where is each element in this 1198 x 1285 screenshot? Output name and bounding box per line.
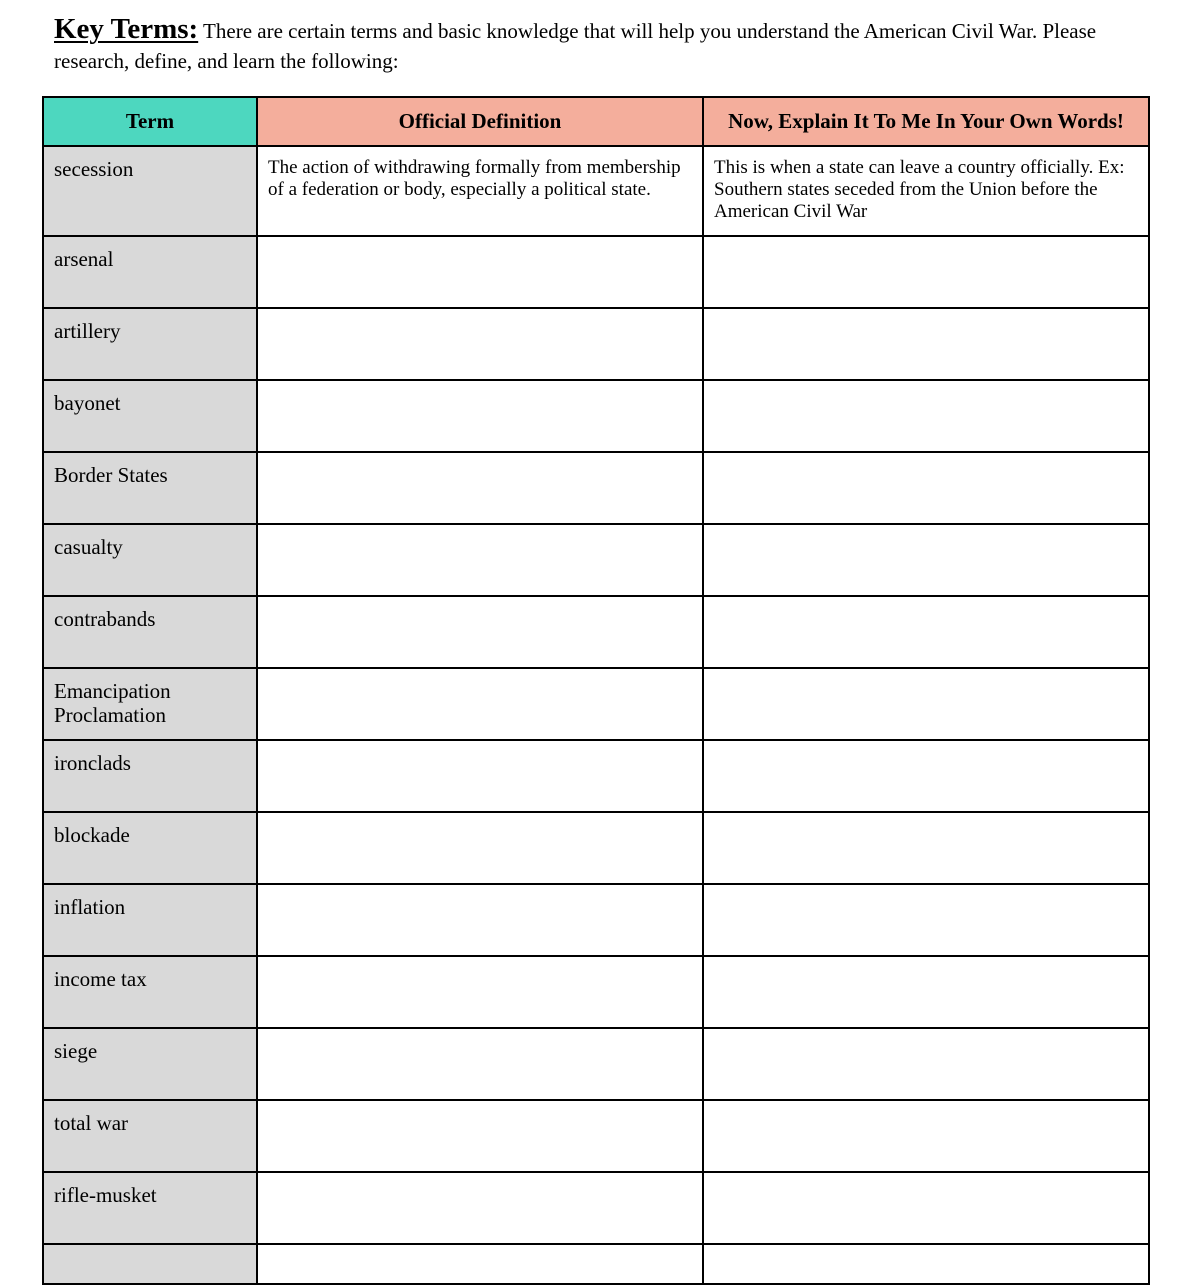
term-cell: secession (43, 146, 257, 236)
own-words-cell[interactable] (703, 884, 1149, 956)
term-cell: total war (43, 1100, 257, 1172)
own-words-cell[interactable] (703, 236, 1149, 308)
own-words-cell[interactable] (703, 308, 1149, 380)
term-cell: inflation (43, 884, 257, 956)
own-words-cell[interactable] (703, 956, 1149, 1028)
own-words-cell[interactable] (703, 740, 1149, 812)
table-row (43, 884, 1149, 956)
table-row (43, 524, 1149, 596)
table-row (43, 1172, 1149, 1244)
term-cell: blockade (43, 812, 257, 884)
definition-cell[interactable]: The action of withdrawing formally from membership of a federation or body, especially a political state. (257, 146, 703, 236)
table-row (43, 146, 1149, 236)
table-row (43, 308, 1149, 380)
table-row (43, 1244, 1149, 1284)
definition-cell[interactable] (257, 452, 703, 524)
own-words-cell[interactable]: This is when a state can leave a country officially. Ex: Southern states seceded from the Union before the American Civil War (703, 146, 1149, 236)
definition-cell[interactable] (257, 1028, 703, 1100)
definition-cell[interactable] (257, 956, 703, 1028)
term-cell: bayonet (43, 380, 257, 452)
own-words-cell[interactable] (703, 380, 1149, 452)
term-cell: ironclads (43, 740, 257, 812)
term-cell: Border States (43, 452, 257, 524)
table-row (43, 236, 1149, 308)
table-row (43, 1028, 1149, 1100)
table-row (43, 452, 1149, 524)
table-row (43, 956, 1149, 1028)
table-row (43, 812, 1149, 884)
own-words-cell[interactable] (703, 1100, 1149, 1172)
own-words-cell[interactable] (703, 668, 1149, 740)
header-term: Term (43, 97, 257, 146)
definition-cell[interactable] (257, 812, 703, 884)
own-words-cell[interactable] (703, 812, 1149, 884)
intro-paragraph (54, 14, 1164, 76)
term-cell: income tax (43, 956, 257, 1028)
definition-cell[interactable] (257, 236, 703, 308)
definition-cell[interactable] (257, 380, 703, 452)
table-row (43, 596, 1149, 668)
term-cell: contrabands (43, 596, 257, 668)
key-terms-table (42, 96, 1150, 1285)
definition-cell[interactable] (257, 1100, 703, 1172)
term-cell: siege (43, 1028, 257, 1100)
own-words-cell[interactable] (703, 1244, 1149, 1284)
own-words-cell[interactable] (703, 1028, 1149, 1100)
term-cell: Emancipation Proclamation (43, 668, 257, 740)
term-cell: arsenal (43, 236, 257, 308)
term-cell: artillery (43, 308, 257, 380)
definition-cell[interactable] (257, 668, 703, 740)
definition-cell[interactable] (257, 884, 703, 956)
header-official-definition: Official Definition (257, 97, 703, 146)
definition-cell[interactable] (257, 1172, 703, 1244)
table-row (43, 1100, 1149, 1172)
intro-text: There are certain terms and basic knowledge that will help you understand the American Civil War. Please research, define, and learn the following: (54, 19, 1097, 73)
term-cell (43, 1244, 257, 1284)
own-words-cell[interactable] (703, 524, 1149, 596)
definition-cell[interactable] (257, 596, 703, 668)
header-own-words: Now, Explain It To Me In Your Own Words! (703, 97, 1149, 146)
key-terms-heading: Key Terms: (54, 13, 199, 45)
definition-cell[interactable] (257, 308, 703, 380)
definition-cell[interactable] (257, 740, 703, 812)
table-row (43, 740, 1149, 812)
table-row (43, 668, 1149, 740)
own-words-cell[interactable] (703, 452, 1149, 524)
own-words-cell[interactable] (703, 596, 1149, 668)
table-header-row (43, 97, 1149, 146)
definition-cell[interactable] (257, 1244, 703, 1284)
table-row (43, 380, 1149, 452)
definition-cell[interactable] (257, 524, 703, 596)
term-cell: casualty (43, 524, 257, 596)
own-words-cell[interactable] (703, 1172, 1149, 1244)
term-cell: rifle-musket (43, 1172, 257, 1244)
